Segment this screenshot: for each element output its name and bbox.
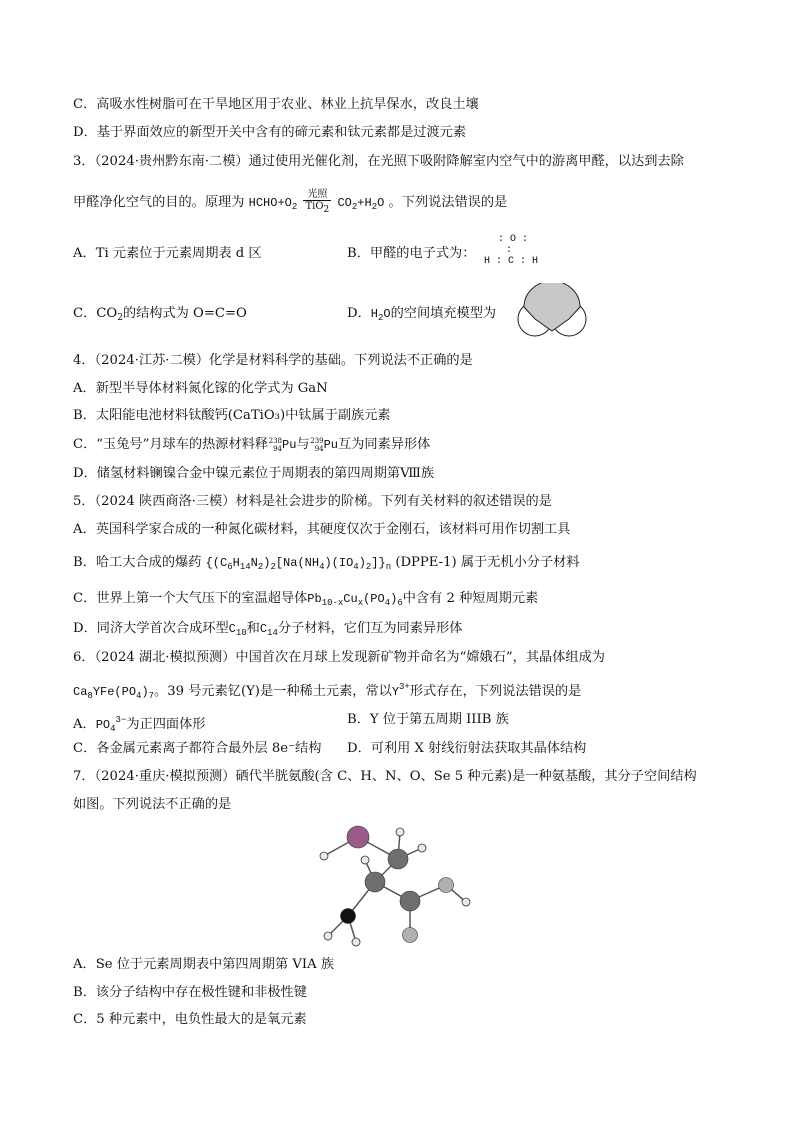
q3-option-b: B．甲醛的电子式为： — [347, 246, 476, 261]
hydrogen-atom — [462, 898, 470, 906]
water-space-filling-model — [516, 283, 588, 339]
q7-option-b: B．该分子结构中存在极性键和非极性键 — [73, 985, 307, 1000]
q6-option-d: D．可利用 X 射线衍射法获取其晶体结构 — [347, 741, 587, 756]
q6-stem-line1: 6．（2024 湖北·模拟预测）中国首次在月球上发现新矿物并命名为“嫦娥石”，其晶体组成为 — [73, 650, 605, 665]
q7-stem-line2: 如图。下列说法不正确的是 — [73, 797, 232, 812]
q3-formula-right: $CO_2+H_2O$ — [337, 196, 385, 212]
carbon-atom — [365, 872, 385, 892]
q3-option-d: D．$H_2O$的空间填充模型为 — [347, 306, 497, 323]
q3-formula-left: $HCHO+O_2$ — [248, 196, 298, 212]
superconductor-formula: $Pb_{10-x}Cu_x(PO_4)_6$ — [307, 592, 403, 608]
q3-stem-line1: 3．（2024·贵州黔东南·二模）通过使用光催化剂，在光照下吸附降解室内空气中的游离甲醛，以达到去除 — [73, 154, 684, 169]
q7-option-a: A．Se 位于元素周期表中第四周期第 VIA 族 — [73, 957, 335, 972]
q5-option-d: D．同济大学首次合成环型$C_{10}$和$C_{14}$分子材料，它们互为同素异形体 — [73, 621, 463, 638]
q4-stem: 4．（2024·江苏·二模）化学是材料科学的基础。下列说法不正确的是 — [73, 353, 473, 368]
q6-stem-line2: $Ca_8YFe(PO_4)_7$。39 号元素钇(Y)是一种稀土元素，常以$Y^{3+}$形式存在，下列说法错误的是 — [73, 682, 582, 701]
hydrogen-atom — [352, 938, 360, 946]
changesite-formula: $Ca_8YFe(PO_4)_7$ — [73, 685, 155, 701]
q5-option-b: B．哈工大合成的爆药 $\{(C_6H_{14}N_2)_2[Na(NH_4)(IO_4)_2]\}_n$ (DPPE-1) 属于无机小分子材料 — [73, 555, 580, 572]
q3-option-c: C．$CO_2$的结构式为 O=C=O — [73, 306, 247, 323]
hydrogen-atom — [396, 828, 404, 836]
q4-option-a: A．新型半导体材料氮化镓的化学式为 GaN — [73, 381, 328, 396]
dppe-formula: $\{(C_6H_{14}N_2)_2[Na(NH_4)(IO_4)_2]\}_n$ — [205, 556, 392, 572]
oxygen-atom — [403, 928, 418, 943]
q3-option-a: A．Ti 元素位于元素周期表 d 区 — [73, 246, 262, 261]
q6-option-b: B．Y 位于第五周期 IIIB 族 — [347, 712, 509, 727]
formaldehyde-lewis-structure: : O : : H : C : H — [484, 234, 539, 267]
option-d-prev: D．基于界面效应的新型开关中含有的碲元素和钛元素都是过渡元素 — [73, 125, 467, 140]
q3-stem-line2 — [73, 189, 507, 216]
q5-option-c: C．世界上第一个大气压下的室温超导体$Pb_{10-x}Cu_x(PO_4)_6$中含有 2 种短周期元素 — [73, 591, 539, 608]
q4-option-b: B．太阳能电池材料钛酸钙(CaTiO₃)中钛属于副族元素 — [73, 408, 391, 423]
q7-option-c: C．5 种元素中，电负性最大的是氧元素 — [73, 1012, 307, 1027]
hydrogen-atom — [418, 844, 426, 852]
q4-option-d: D．储氢材料镧镍合金中镍元素位于周期表的第四周期第Ⅷ族 — [73, 466, 435, 481]
selenocysteine-ball-and-stick-model — [310, 818, 480, 948]
q5-option-a: A．英国科学家合成的一种氮化碳材料，其硬度仅次于金刚石，该材料可用作切割工具 — [73, 522, 571, 537]
q3-prefix: 甲醛净化空气的目的。原理为 — [73, 195, 245, 210]
hydrogen-atom — [361, 856, 369, 864]
q7-stem-line1: 7．（2024·重庆·模拟预测）硒代半胱氨酸(含 C、H、N、O、Se 5 种元素)是一种氨基酸，其分子空间结构 — [73, 769, 697, 784]
oxygen-atom — [439, 878, 454, 893]
carbon-atom — [388, 849, 408, 869]
q6-option-c: C．各金属元素离子都符合最外层 8e⁻结构 — [73, 741, 322, 756]
option-c-prev: C．高吸水性树脂可在干旱地区用于农业、林业上抗旱保水，改良土壤 — [73, 97, 479, 112]
nitrogen-atom — [341, 909, 356, 924]
selenium-atom — [347, 826, 369, 848]
hydrogen-atom — [320, 852, 328, 860]
q4-option-c: C．“玉兔号”月球车的热源材料释 238 94 Pu与 239 94 Pu互为同素异形体 — [73, 437, 431, 453]
carbon-atom — [400, 891, 420, 911]
q3-reaction-condition: 光照 TiO2 — [305, 189, 330, 215]
hydrogen-atom — [324, 932, 332, 940]
q3-suffix: 。下列说法错误的是 — [388, 195, 508, 210]
q5-stem: 5．（2024 陕西商洛·三模）材料是社会进步的阶梯。下列有关材料的叙述错误的是 — [73, 494, 552, 509]
q6-option-a: A．$PO_4^{3-}$为正四面体形 — [73, 715, 206, 734]
